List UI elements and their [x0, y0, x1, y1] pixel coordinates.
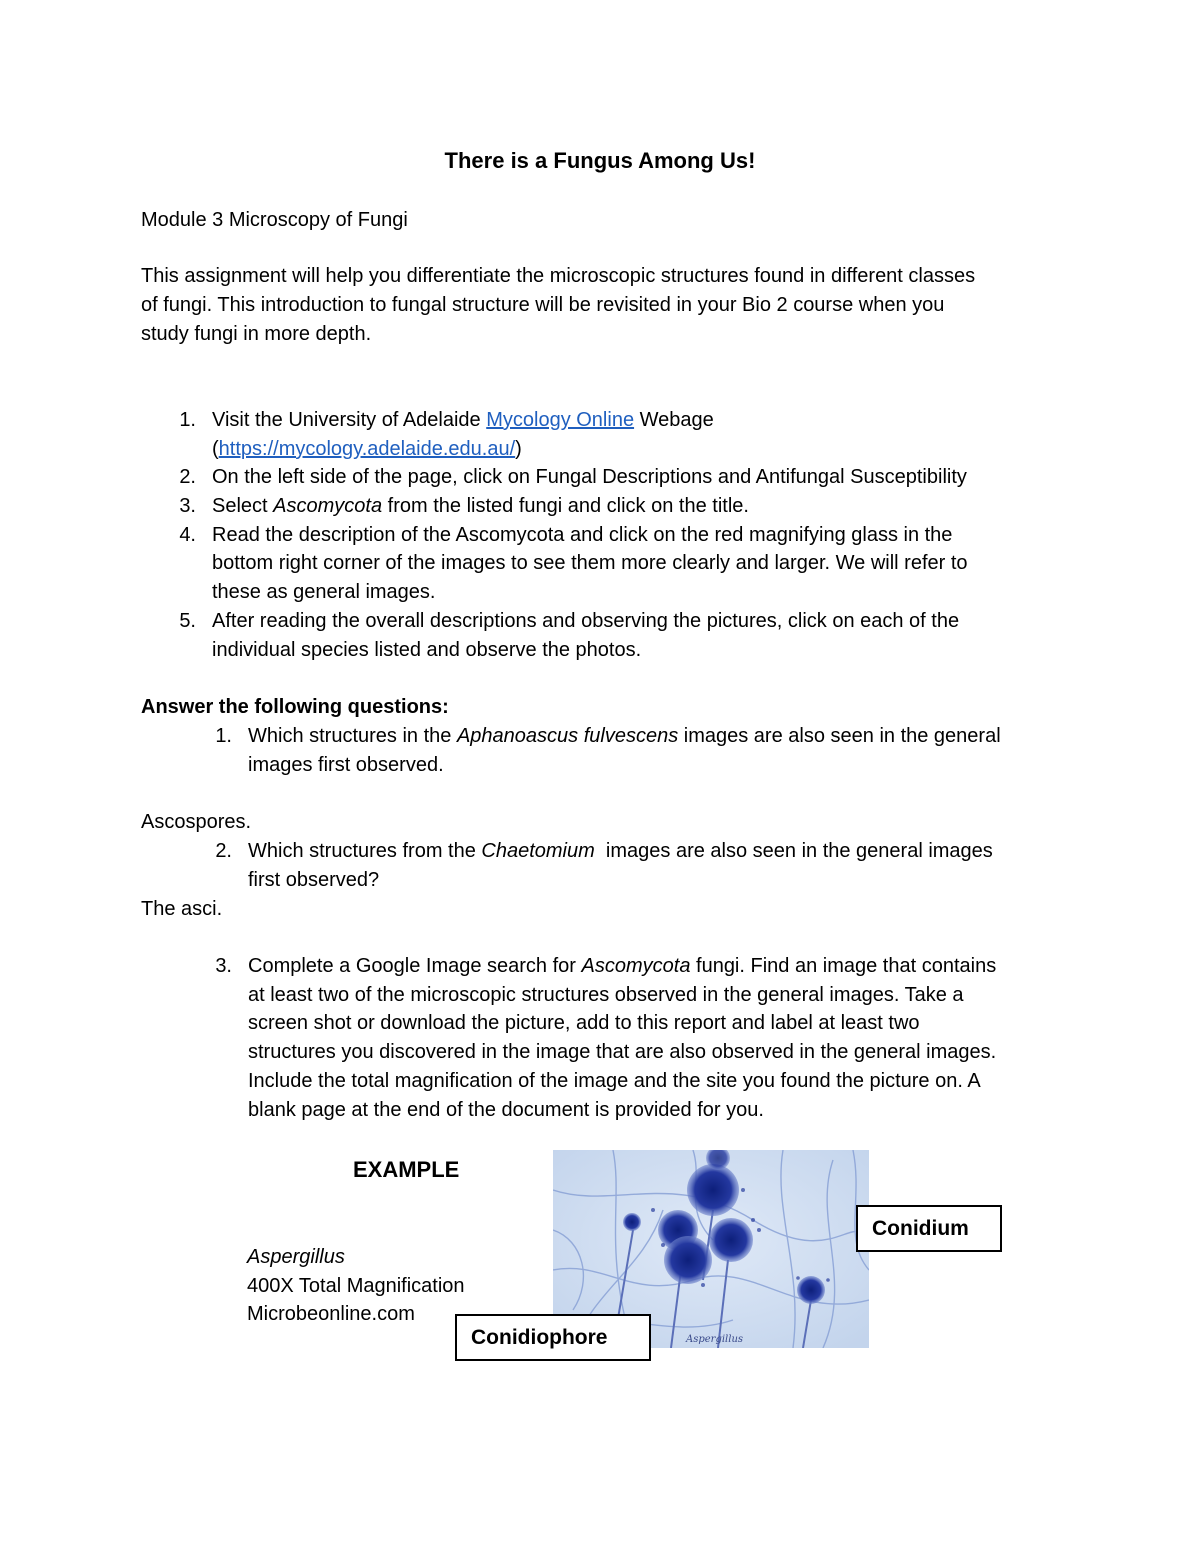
step-3-text-post: from the listed fungi and click on the title. — [382, 495, 749, 517]
step-5-number: 5. — [179, 610, 196, 632]
q2-line-2: first observed? — [248, 869, 380, 891]
q1-text: Which structures in the — [248, 725, 457, 747]
q3-line-2: at least two of the microscopic structures observed in the general images. Take a — [248, 984, 964, 1006]
q3-text: Complete a Google Image search for — [248, 955, 582, 977]
example-magnification: 400X Total Magnification — [247, 1275, 465, 1297]
step-2-text: On the left side of the page, click on Fungal Descriptions and Antifungal Susceptibility — [212, 466, 967, 488]
mycology-online-link[interactable]: Mycology Online — [486, 409, 635, 431]
document-title: There is a Fungus Among Us! — [444, 148, 756, 173]
q1-italic: Aphanoascus fulvescens — [456, 725, 679, 747]
q1-answer: Ascospores. — [141, 811, 252, 833]
q1-line-2: images first observed. — [248, 754, 444, 776]
q3-line-3: screen shot or download the picture, add to this report and label at least two — [248, 1012, 920, 1034]
step-3-italic: Ascomycota — [273, 495, 383, 517]
step-4-line-3: these as general images. — [212, 581, 436, 603]
q2-text-post: images are also seen in the general images — [594, 840, 993, 862]
label-conidium: Conidium — [856, 1205, 1002, 1252]
paren-close: ) — [515, 438, 522, 460]
q3-line-5: Include the total magnification of the image and the site you found the picture on. A — [248, 1070, 981, 1092]
q3-line-1 — [248, 952, 996, 981]
mycology-url-link[interactable]: https://mycology.adelaide.edu.au/ — [218, 438, 516, 460]
step-1-number: 1. — [179, 409, 196, 431]
step-2-number: 2. — [179, 466, 196, 488]
q3-italic: Ascomycota — [581, 955, 691, 977]
step-4-line-1: Read the description of the Ascomycota and click on the red magnifying glass in the — [212, 524, 953, 546]
q2-italic: Chaetomium — [481, 840, 595, 862]
q2-text: Which structures from the — [248, 840, 482, 862]
q3-number: 3. — [215, 955, 232, 977]
q3-text-post: fungi. Find an image that contains — [690, 955, 997, 977]
q2-answer: The asci. — [141, 898, 223, 920]
example-heading: EXAMPLE — [353, 1157, 460, 1182]
intro-line-2: of fungi. This introduction to fungal structure will be revisited in your Bio 2 course when you — [141, 294, 945, 316]
step-5-line-2: individual species listed and observe the photos. — [212, 639, 642, 661]
step-4-line-2: bottom right corner of the images to see them more clearly and larger. We will refer to — [212, 552, 968, 574]
step-3-text: Select — [212, 495, 274, 517]
intro-line-3: study fungi in more depth. — [141, 323, 372, 345]
step-1-text-post: Webage — [634, 409, 714, 431]
step-1-line-2 — [212, 435, 522, 464]
q3-line-4: structures you discovered in the image that are also observed in the general images. — [248, 1041, 997, 1063]
intro-line-1: This assignment will help you differentiate the microscopic structures found in different classes — [141, 265, 976, 287]
q2-number: 2. — [215, 840, 232, 862]
example-genus: Aspergillus — [247, 1246, 345, 1268]
example-site: Microbeonline.com — [247, 1303, 415, 1325]
step-3-line — [212, 492, 749, 521]
q2-line-1 — [248, 837, 993, 866]
step-1-text: Visit the University of Adelaide — [212, 409, 487, 431]
q1-number: 1. — [215, 725, 232, 747]
label-conidiophore: Conidiophore — [455, 1314, 651, 1361]
q1-line-1 — [248, 722, 1001, 751]
q1-text-post: images are also seen in the general — [678, 725, 1001, 747]
micrograph-caption: Aspergillus — [686, 1334, 744, 1345]
step-3-number: 3. — [179, 495, 196, 517]
questions-heading: Answer the following questions: — [141, 696, 449, 718]
step-5-line-1: After reading the overall descriptions and observing the pictures, click on each of the — [212, 610, 960, 632]
step-1-line-1 — [212, 406, 714, 435]
q3-line-6: blank page at the end of the document is provided for you. — [248, 1099, 764, 1121]
module-line: Module 3 Microscopy of Fungi — [141, 209, 408, 231]
step-4-number: 4. — [179, 524, 196, 546]
paren-open: ( — [212, 438, 219, 460]
